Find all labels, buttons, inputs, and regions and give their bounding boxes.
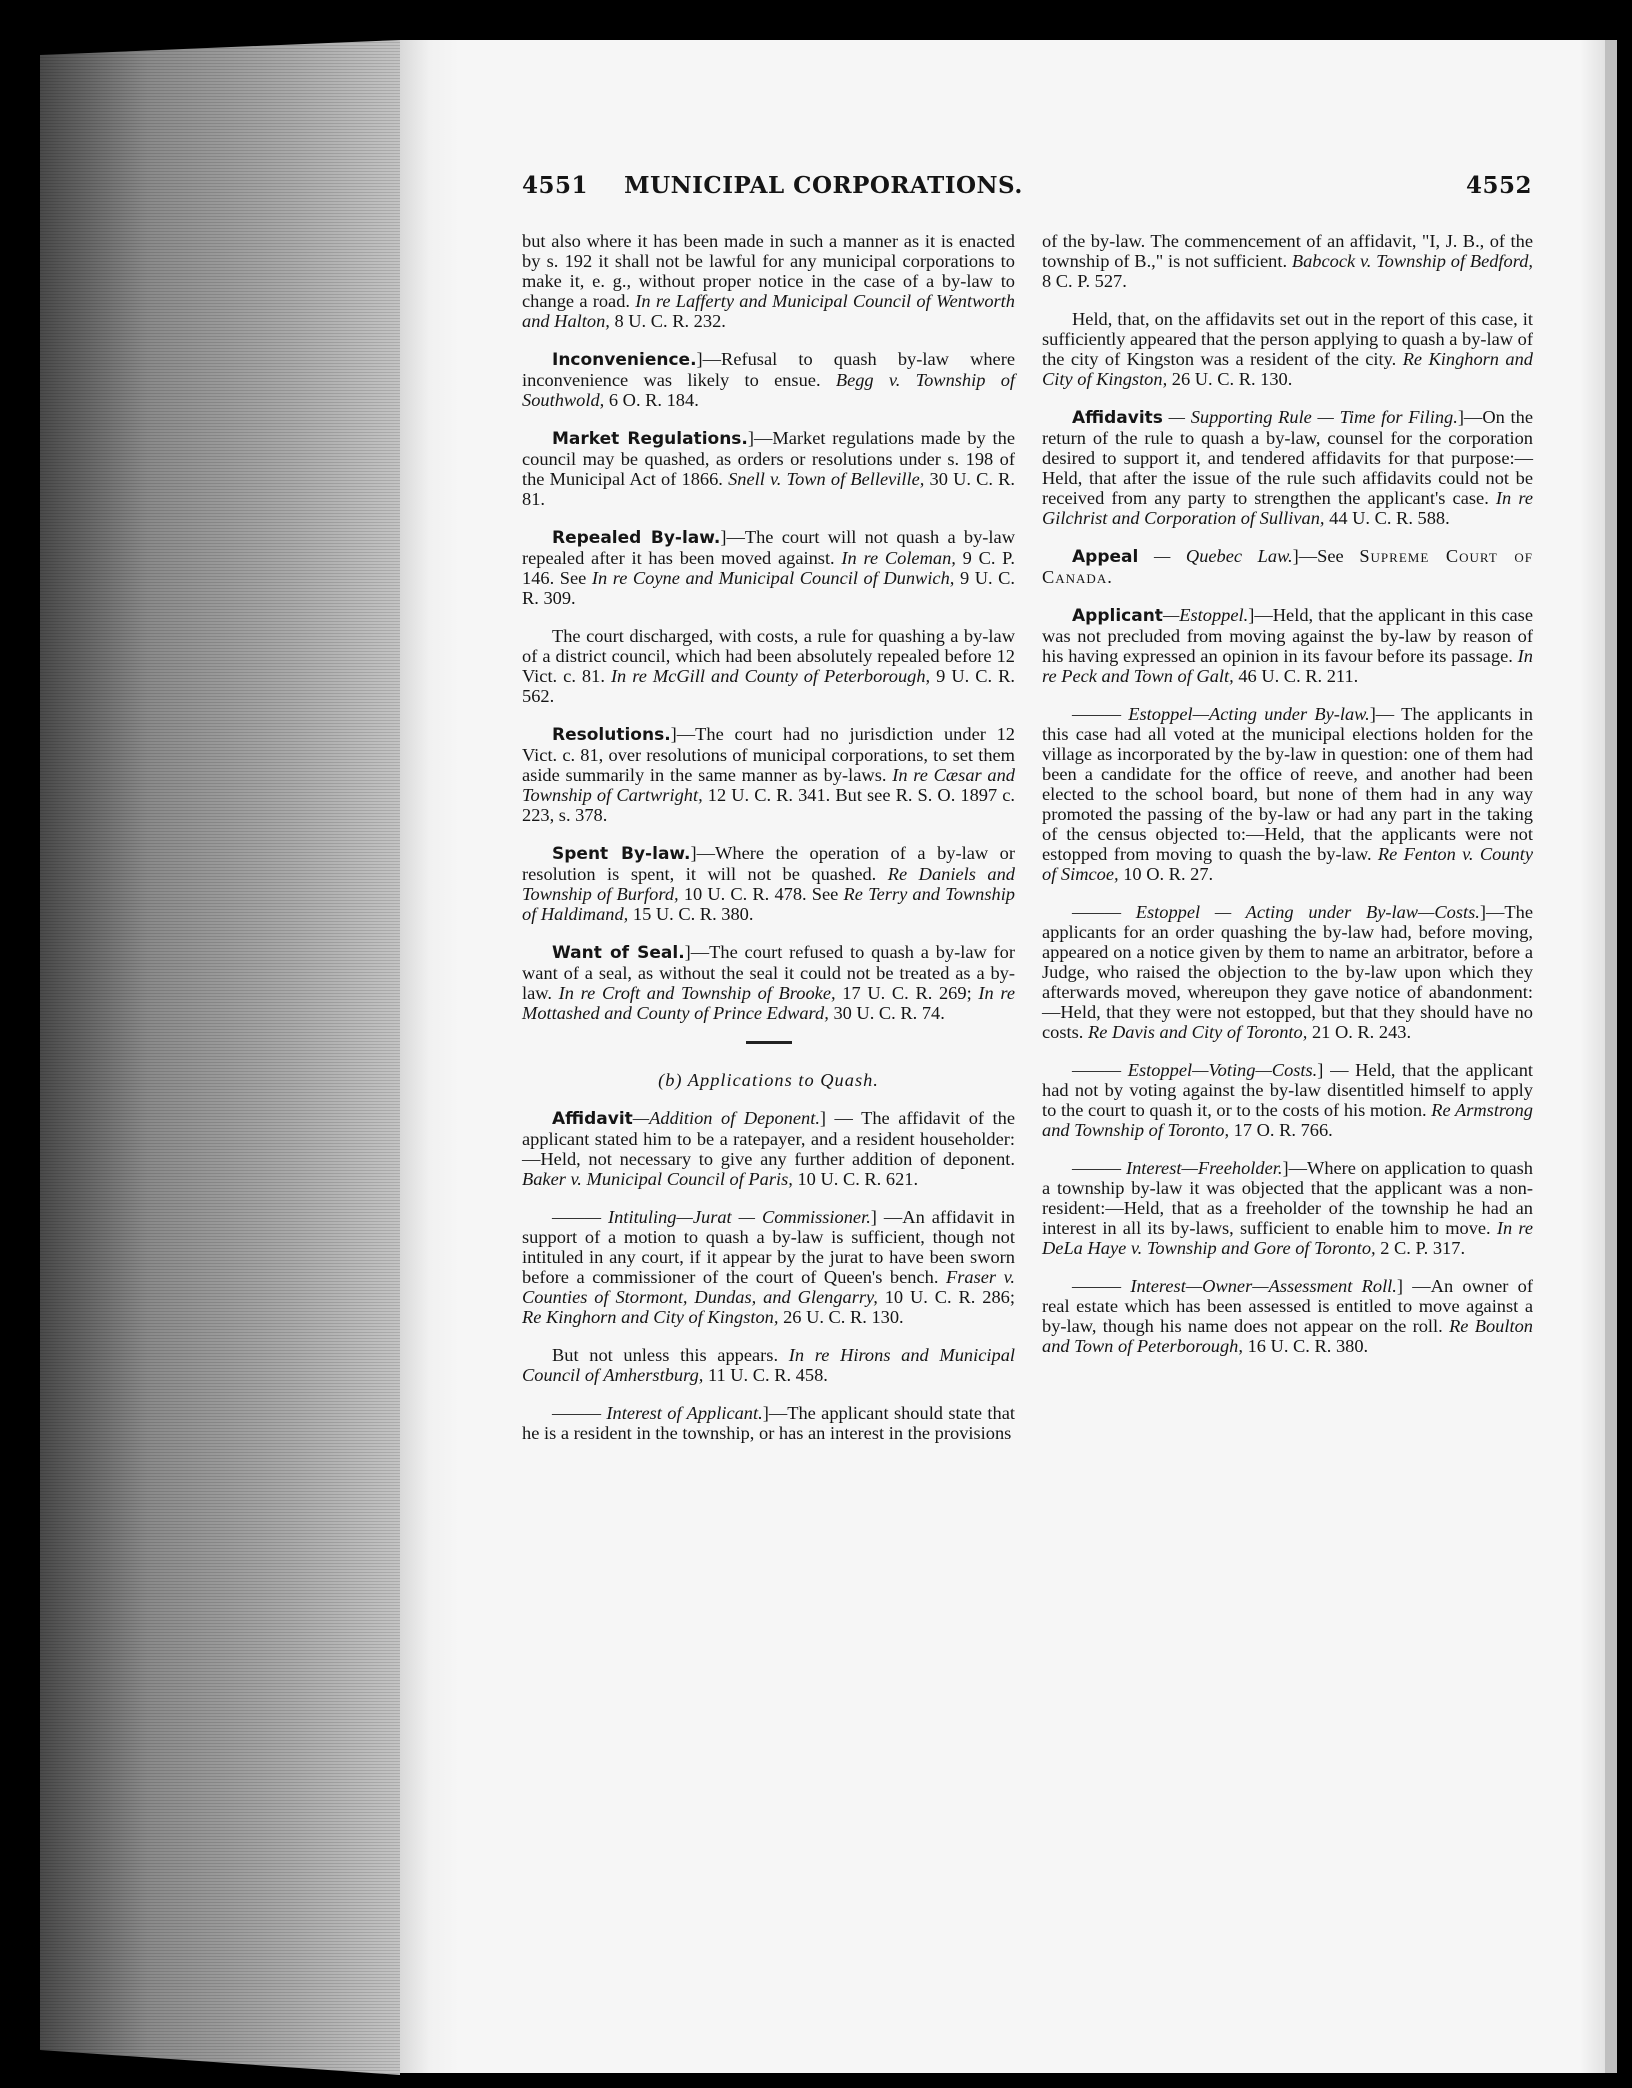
entry-text: ]—The court will not quash a by-law repealed after it has been moved against.: [522, 527, 1015, 568]
case-citation: In re Croft and Township of Brooke,: [558, 983, 836, 1003]
case-citation: Snell v. Town of Belleville,: [728, 469, 925, 489]
section-subheading: (b) Applications to Quash.: [658, 1070, 879, 1090]
running-title: MUNICIPAL CORPORATIONS.: [624, 172, 1023, 199]
page-rim: [1605, 40, 1617, 2073]
entry-text: of the by-law. The commencement of an affidavit, "I, J. B., of the township of B.," is not sufficient.: [1042, 231, 1533, 271]
left-column: [522, 231, 1015, 1461]
report-reference: 9 U. C. R. 309.: [522, 568, 1015, 608]
case-citation: Re Armstrong and Township of Toronto,: [1042, 1100, 1533, 1140]
entry-subheading: ——— Interest—Owner—Assessment Roll.: [1072, 1276, 1397, 1296]
entry-affidavits: [1042, 407, 1533, 528]
entry-heading: Applicant: [1072, 606, 1163, 626]
entry-text: Held, that, on the affidavits set out in the report of this case, it sufficiently appeared that the person applying to quash a by-law of the city of Kingston was a resident of the city.: [1042, 309, 1533, 369]
entry-resolutions: [522, 724, 1015, 825]
entry-text: ]—On the return of the rule to quash a by-law, counsel for the corporation desired to support it, and tendered affidavits for that purpose:—Held, that after the issue of the rule such affidavits could not be received from any party to strengthen the applicant's case.: [1042, 407, 1533, 508]
case-citation: In re DeLa Haye v. Township and Gore of Toronto,: [1042, 1218, 1533, 1258]
entry: [1042, 231, 1533, 291]
report-reference: 26 U. C. R. 130.: [783, 1307, 904, 1327]
report-reference: 26 U. C. R. 130.: [1171, 369, 1293, 389]
report-reference: 8 C. P. 527.: [1042, 271, 1127, 291]
report-reference: 16 U. C. R. 380.: [1247, 1336, 1369, 1356]
entry-text: ]—Where on application to quash a township by-law it was objected that the applicant was a non-resident:—Held, that as a freeholder of the township he had an interest in all its by-laws, sufficient to enable him to move.: [1042, 1158, 1534, 1238]
report-reference: 10 U. C. R. 621.: [797, 1169, 919, 1189]
entry-subheading: — Supporting Rule — Time for Filing.: [1162, 407, 1458, 427]
entry-text: ] — The affidavit of the applicant stated him to be a ratepayer, and a resident householder:—Held, not necessary to give any further addition of deponent.: [522, 1108, 1015, 1169]
entry: [522, 231, 1015, 331]
entry-subheading: — Quebec Law.: [1138, 546, 1293, 566]
report-reference: 8 U. C. R. 232.: [614, 311, 726, 331]
entry-estoppel-acting: [1042, 704, 1533, 884]
case-citation: Babcock v. Township of Bedford,: [1291, 251, 1533, 271]
entry-want-of-seal: [522, 942, 1015, 1023]
entry-interest-owner: [1042, 1276, 1533, 1356]
entry-subheading: —Estoppel.: [1162, 605, 1249, 625]
entry: [1042, 309, 1533, 389]
entry-heading: Affidavits: [1072, 408, 1163, 428]
page-number-left: 4551: [522, 172, 589, 199]
entry-text: ]—The applicants for an order quashing the by-law had, before moving, appeared on a notice given by them to name an arbitrator, before a Judge, who raised the objection to the by-law upon which they afterwards moved, whereupon they gave notice of abandonment: —Held, that they were not estopped, but that they should have no costs.: [1042, 902, 1533, 1042]
case-citation: Re Boulton and Town of Peterborough,: [1042, 1316, 1533, 1356]
cross-reference: Supreme Court of Canada.: [1042, 546, 1533, 587]
entry-text: ] —An owner of real estate which has been assessed is entitled to move against a by-law, though his name does not appear on the roll.: [1042, 1276, 1533, 1336]
case-citation: In re Coleman,: [841, 548, 956, 568]
report-reference: 30 U. C. R. 74.: [833, 1003, 945, 1023]
report-reference: 10 O. R. 27.: [1123, 864, 1214, 884]
case-citation: Re Kinghorn and City of Kingston,: [1042, 349, 1534, 389]
case-citation: Re Fenton v. County of Simcoe,: [1042, 844, 1533, 884]
entry-estoppel-voting: [1042, 1060, 1533, 1140]
entry-heading: Inconvenience.: [552, 350, 697, 370]
entry-text: ]—Market regulations made by the council may be quashed, as orders or resolutions under s. 198 of the Municipal Act of 1866.: [522, 428, 1015, 489]
report-reference: 10 U. C. R. 286;: [884, 1287, 1015, 1307]
case-citation: In re Peck and Town of Galt,: [1042, 646, 1533, 686]
case-citation: Baker v. Municipal Council of Paris,: [522, 1169, 793, 1189]
entry-subheading: —Addition of Deponent.: [632, 1108, 820, 1128]
case-citation: Re Daniels and Township of Burford,: [522, 864, 1015, 904]
report-reference: 12 U. C. R. 341. But see R. S. O. 1897 c. 223, s. 378.: [522, 785, 1016, 825]
right-column: [1042, 231, 1533, 1374]
entry-text: ]—Where the operation of a by-law or resolution is spent, it will not be quashed.: [522, 843, 1015, 884]
entry-text: ]—The court had no jurisdiction under 12 Vict. c. 81, over resolutions of municipal corporations, to set them aside summarily in the same manner as by-laws.: [522, 724, 1015, 785]
case-citation: In re Lafferty and Municipal Council of Wentworth and Halton,: [522, 291, 1015, 331]
report-reference: 11 U. C. R. 458.: [707, 1365, 828, 1385]
entry-text: but also where it has been made in such a manner as it is enacted by s. 192 it shall not be lawful for any municipal corporations to make it, e. g., without proper notice in the case of a by-law to change a road.: [522, 231, 1015, 311]
case-citation: Re Terry and Township of Haldimand,: [522, 884, 1016, 924]
entry-subheading: ——— Estoppel — Acting under By-law—Costs.: [1072, 902, 1480, 922]
entry-text: ]—The applicant should state that he is a resident in the township, or has an interest in the provisions: [522, 1403, 1015, 1443]
entry-text: ]— The applicants in this case had all voted at the municipal elections holden for the village as incorporated by the by-law in question: one of them had been a candidate for the office of reeve, and another had been elected to the school board, but none of them had in any way promoted the passing of the by-law or had any part in the taking of the census objected to:—Held, that the applicants were not estopped from moving to quash the by-law.: [1042, 704, 1534, 864]
entry-heading: Spent By-law.: [552, 844, 691, 864]
entry-interest-of-applicant: [522, 1403, 1015, 1443]
report-reference: 9 C. P. 146. See: [522, 548, 1015, 588]
report-reference: 17 O. R. 766.: [1233, 1120, 1333, 1140]
case-citation: Re Davis and City of Toronto,: [1088, 1022, 1308, 1042]
entry-repealed-by-law: [522, 527, 1015, 608]
entry-applicant: [1042, 605, 1533, 686]
case-citation: In re Gilchrist and Corporation of Sullivan,: [1042, 488, 1533, 528]
entry-heading: Repealed By-law.: [552, 528, 721, 548]
case-citation: In re Coyne and Municipal Council of Dunwich,: [591, 568, 955, 588]
entry: [522, 1345, 1015, 1385]
entry-interest-freeholder: [1042, 1158, 1533, 1258]
page-edges-stack: [0, 0, 400, 2088]
page-number-right: 4552: [1466, 172, 1533, 199]
report-reference: 46 U. C. R. 211.: [1238, 666, 1359, 686]
entry-text: ]—Refusal to quash by-law where inconvenience was likely to ensue.: [522, 349, 1015, 390]
entry-heading: Resolutions.: [552, 725, 671, 745]
entry-intituling: [522, 1207, 1015, 1327]
entry-affidavit: [522, 1108, 1015, 1189]
report-reference: 30 U. C. R. 81.: [522, 469, 1015, 509]
entry-text: But not unless this appears.: [552, 1345, 779, 1365]
section-divider: [746, 1041, 792, 1044]
entry-heading: Market Regulations.: [552, 429, 748, 449]
report-reference: 10 U. C. R. 478. See: [683, 884, 839, 904]
case-citation: Fraser v. Counties of Stormont, Dundas, and Glengarry,: [522, 1267, 1015, 1307]
entry-subheading: ——— Interest of Applicant.: [552, 1403, 763, 1423]
entry-text: ]—Held, that the applicant in this case was not precluded from moving against the by-law by reason of his having expressed an opinion in its favour before its passage.: [1042, 605, 1533, 666]
entry-inconvenience: [522, 349, 1015, 410]
entry-spent-by-law: [522, 843, 1015, 924]
entry-text: The court discharged, with costs, a rule for quashing a by-law of a district council, which had been absolutely repealed before 12 Vict. c. 81.: [522, 626, 1015, 686]
case-citation: In re Mottashed and County of Prince Edward,: [522, 983, 1016, 1023]
entry: [522, 626, 1015, 706]
report-reference: 9 U. C. R. 562.: [522, 666, 1015, 706]
report-reference: 6 O. R. 184.: [608, 390, 699, 410]
report-reference: 2 C. P. 317.: [1380, 1238, 1466, 1258]
case-citation: Re Kinghorn and City of Kingston,: [522, 1307, 779, 1327]
report-reference: 44 U. C. R. 588.: [1329, 508, 1450, 528]
entry-market-regulations: [522, 428, 1015, 509]
entry-subheading: ——— Interest—Freeholder.: [1072, 1158, 1283, 1178]
entry-text: ]—See: [1292, 546, 1344, 566]
entry-heading: Want of Seal.: [552, 943, 685, 963]
case-citation: In re Hirons and Municipal Council of Amherstburg,: [522, 1345, 1016, 1385]
case-citation: In re Cæsar and Township of Cartwright,: [522, 765, 1015, 805]
entry-text: ] —An affidavit in support of a motion to quash a by-law is sufficient, though not intituled in any court, if it appear by the jurat to have been sworn before a commissioner of the court of Queen's bench.: [522, 1207, 1015, 1287]
report-reference: 17 U. C. R. 269;: [842, 983, 972, 1003]
entry-text: ] — Held, that the applicant had not by voting against the by-law disentitled himself to apply to the court to quash it, or to the costs of his motion.: [1042, 1060, 1534, 1120]
entry-text: ]—The court refused to quash a by-law for want of a seal, as without the seal it could not be treated as a by-law.: [522, 942, 1015, 1003]
report-reference: 15 U. C. R. 380.: [632, 904, 754, 924]
report-reference: 21 O. R. 243.: [1311, 1022, 1412, 1042]
case-citation: In re McGill and County of Peterborough,: [610, 666, 931, 686]
entry-heading: Affidavit: [552, 1109, 633, 1129]
entry-estoppel-costs: [1042, 902, 1533, 1042]
entry-subheading: ——— Estoppel—Voting—Costs.: [1072, 1060, 1318, 1080]
entry-heading: Appeal: [1072, 547, 1139, 567]
entry-appeal: [1042, 546, 1533, 587]
case-citation: Begg v. Township of Southwold,: [522, 370, 1015, 410]
entry-subheading: ——— Estoppel—Acting under By-law.: [1072, 704, 1370, 724]
entry-subheading: ——— Intituling—Jurat — Commissioner.: [552, 1207, 871, 1227]
